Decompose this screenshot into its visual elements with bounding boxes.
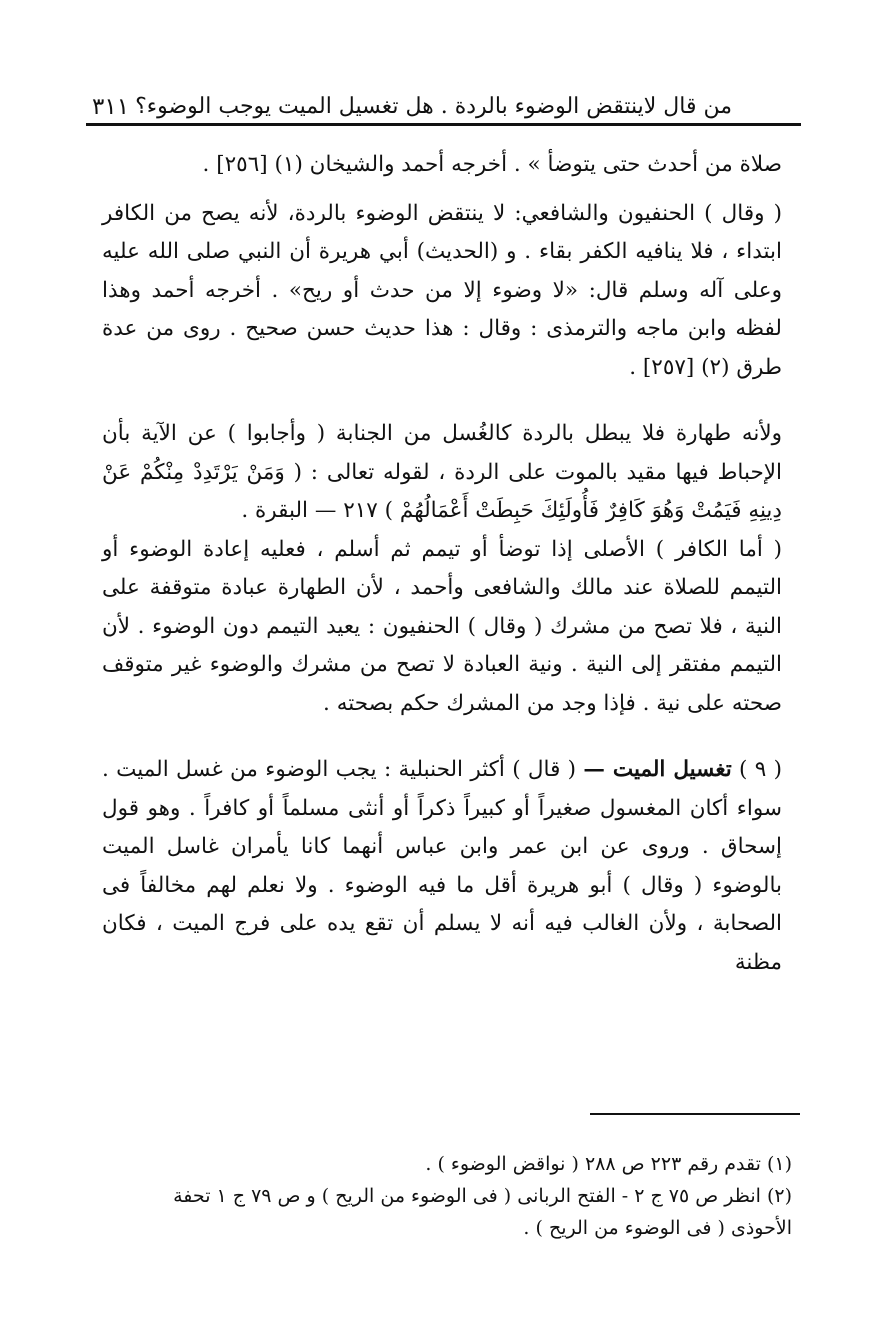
section-text: ( قال ) أكثر الحنبلية : يجب الوضوء من غسل الميت . سواء أكان المغسول صغيراً أو كبيراً ذكراً أو أنثى مسلماً أو كافراً . وهو قول إسحاق . وروى عن ابن عمر وابن عباس أنهما كانا يأمران غاسل الميت بالوضوء ( وقال ) أبو هريرة أقل ما فيه الوضوء . ولا نعلم لهم مخالفاً فى الصحابة ، ولأن الغالب فيه أنه لا يسلم أن تقع يده على فرج الميت ، فكان مظنة [102, 757, 782, 975]
running-header [92, 72, 732, 122]
footnote-rule [590, 1113, 800, 1115]
paragraph: ( وقال ) الحنفيون والشافعي: لا ينتقض الوضوء بالردة، لأنه يصح من الكافر ابتداء ، فلا ينافيه الكفر بقاء . و (الحديث) أبي هريرة أن النبي صلى الله عليه وعلى آله وسلم قال: «لا وضوء إلا من حدث أو ريح» . أخرجه أحمد وهذا لفظه وابن ماجه والترمذى : وقال : هذا حديث حسن صحيح . روى من عدة طرق (٢) [٢٥٧] . [102, 200, 782, 380]
body-text [102, 146, 782, 982]
footnote: (١) تقدم رقم ٢٢٣ ص ٢٨٨ ( نواقض الوضوء ) . [425, 1153, 792, 1175]
section-title: تغسيل الميت — [583, 757, 732, 782]
footnote: (٢) انظر ص ٧٥ ج ٢ - الفتح الربانى ( فى الوضوء من الريح ) و ص ٧٩ ج ١ تحفة الأحوذى ( فى الوضوء من الريح ) . [173, 1185, 792, 1239]
section-paragraph [102, 751, 782, 982]
header-title: من قال لاينتقض الوضوء بالردة . هل تغسيل الميت يوجب الوضوء؟ [135, 94, 732, 119]
page-number: ٣١١ [92, 94, 130, 120]
footnotes [112, 1148, 792, 1244]
paragraph: ولأنه طهارة فلا يبطل بالردة كالغُسل من الجنابة ( وأجابوا ) عن الآية بأن الإحباط فيها مقيد بالموت على الردة ، لقوله تعالى : ( وَمَنْ يَرْتَدِدْ مِنْكُمْ عَنْ دِينِهِ فَيَمُتْ وَهُوَ كَافِرٌ فَأُولَئِكَ حَبِطَتْ أَعْمَالُهُمْ ) ٢١٧ — البقرة . [102, 421, 782, 523]
paragraph: ( أما الكافر ) الأصلى إذا توضأ أو تيمم ثم أسلم ، فعليه إعادة الوضوء أو التيمم للصلاة عند مالك والشافعى وأحمد ، لأن الطهارة عبادة متوقفة على النية ، فلا تصح من مشرك ( وقال ) الحنفيون : يعيد التيمم دون الوضوء . لأن التيمم مفتقر إلى النية . ونية العبادة لا تصح من مشرك والوضوء غير متوقف صحته على نية . فإذا وجد من المشرك حكم بصحته . [102, 536, 782, 716]
paragraph: صلاة من أحدث حتى يتوضأ » . أخرجه أحمد والشيخان (١) [٢٥٦] . [202, 152, 782, 177]
section-number: ( ٩ ) [739, 757, 782, 782]
header-rule [86, 123, 801, 126]
